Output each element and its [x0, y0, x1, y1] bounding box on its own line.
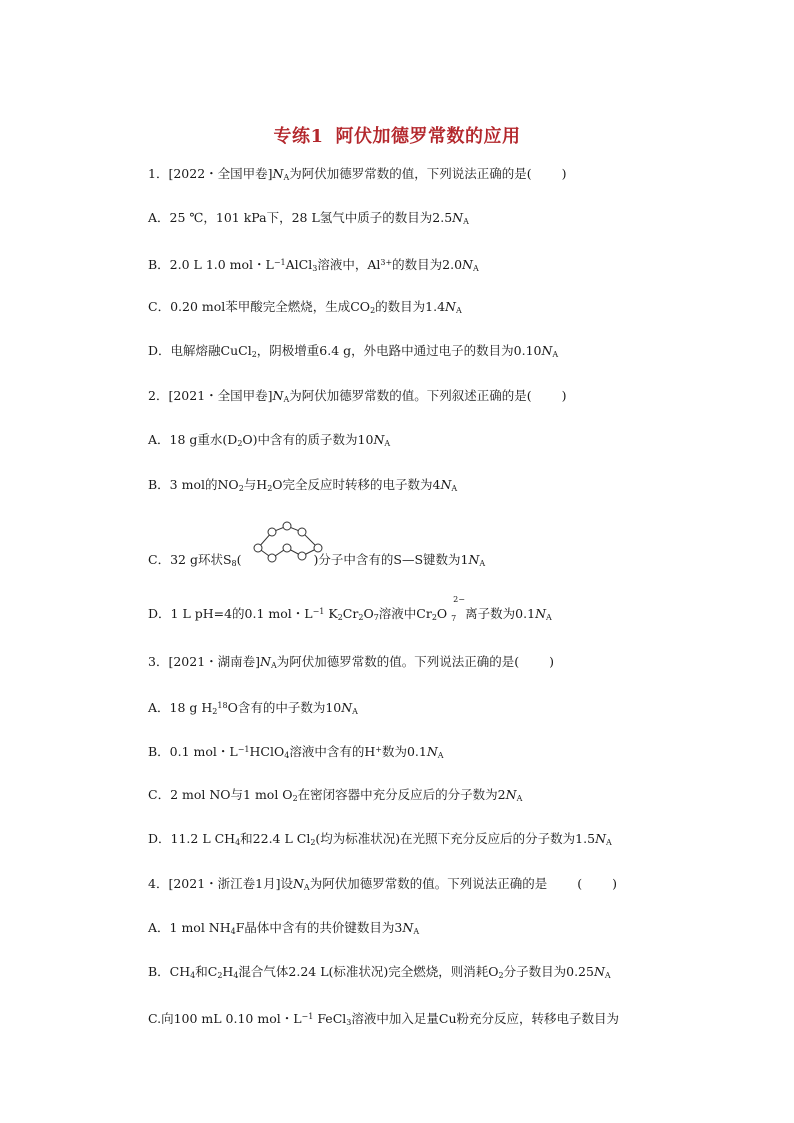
q2-option-a: A．18 g重水$(D_2O)$中含有的质子数为$10N_A$	[148, 432, 391, 448]
q2-option-b: B．3 mol的$NO_2$与$H_2O$完全反应时转移的电子数为$4N_A$	[148, 477, 458, 493]
q1-option-c: C．0.20 mol苯甲酸完全燃烧，生成$CO_2$的数目为$1.4N_A$	[148, 299, 462, 315]
q4-stem: 4．[2021・浙江卷1月]设$N_A$为阿伏加德罗常数的值。下列说法正确的是 ( )	[148, 876, 617, 892]
q1-option-b: B．2.0 L 1.0 mol・$L^{-1}AlCl_3$溶液中，$Al^{3+}$的数目为$2.0N_A$	[148, 257, 479, 273]
q1-option-d: D．电解熔融CuCl$_2$，阴极增重6.4 g，外电路中通过电子的数目为$0.10N_A$	[148, 343, 559, 359]
na-symbol: $N_A$	[272, 166, 290, 182]
q3-option-a: A．18 g $H_2^{18}O$含有的中子数为$10N_A$	[148, 700, 358, 716]
title-text: 阿伏加德罗常数的应用	[335, 126, 521, 147]
q3-stem: 3．[2021・湖南卷]$N_A$为阿伏加德罗常数的值。下列说法正确的是( )	[148, 654, 555, 670]
q4-option-b: B．$CH_4$和$C_2H_4$混合气体2.24 L(标准状况)完全燃烧，则消耗$O_2$分子数目为$0.25N_A$	[148, 964, 611, 980]
q3-option-b: B．0.1 mol・$L^{-1}HClO_4$溶液中含有的H+数为$0.1N_A$	[148, 744, 444, 760]
q4-option-c: C.向100 mL 0.10 mol・$L^{-1}$ FeCl$_3$溶液中加入足量Cu粉充分反应，转移电子数目为	[148, 1011, 619, 1027]
q1-stem: 1．[2022・全国甲卷]$N_A$为阿伏加德罗常数的值，下列说法正确的是( )	[148, 166, 567, 182]
q2-stem: 2．[2021・全国甲卷]$N_A$为阿伏加德罗常数的值。下列叙述正确的是( )	[148, 388, 567, 404]
q2-option-c: C．32 g环状$S_8$( )分子中含有的S—S键数为$1N_A$	[148, 552, 486, 568]
title-number: 专练1	[273, 126, 324, 147]
q4-option-a: A．1 mol $NH_4F$晶体中含有的共价键数目为$3N_A$	[148, 920, 420, 936]
page-title	[0, 122, 794, 148]
q3-option-c: C．2 mol NO与1 mol $O_2$在密闭容器中充分反应后的分子数为$2N_A$	[148, 787, 523, 803]
q3-option-d: D．11.2 L $CH_4$和22.4 L $Cl_2$(均为标准状况)在光照下充分反应后的分子数为$1.5N_A$	[148, 831, 612, 847]
q2-option-d: D．1 L pH=4的0.1 mol・$L^{-1}$ $K_2Cr_2O_7$溶液中$Cr_2O$ 2− 7 离子数为$0.1N_A$	[148, 595, 552, 623]
q1-option-a: A．25 ℃，101 kPa下，28 L氢气中质子的数目为$2.5N_A$	[148, 210, 469, 226]
